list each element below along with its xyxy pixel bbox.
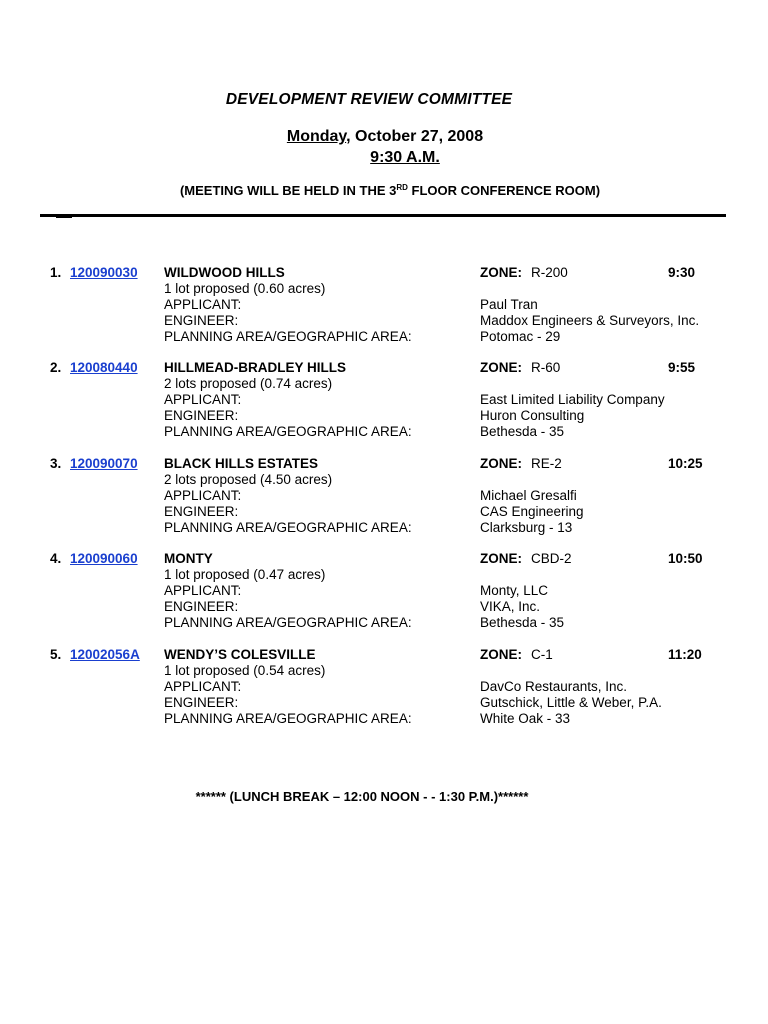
meeting-time: 9:30 A.M.: [370, 149, 440, 166]
engineer-value: Maddox Engineers & Surveyors, Inc.: [480, 313, 700, 328]
planning-area-value: White Oak - 33: [480, 711, 571, 726]
engineer-value: Gutschick, Little & Weber, P.A.: [480, 695, 662, 710]
case-number-link[interactable]: 120080440: [70, 360, 138, 375]
item-number: 3.: [50, 456, 62, 471]
case-number-link[interactable]: 120090070: [70, 456, 138, 471]
header-divider-tick: [56, 217, 72, 218]
engineer-label: ENGINEER:: [164, 313, 239, 328]
planning-area-value: Potomac - 29: [480, 329, 561, 344]
item-number: 4.: [50, 551, 62, 566]
review-time: 9:30: [668, 265, 696, 280]
applicant-label: APPLICANT:: [164, 297, 242, 312]
planning-area-label: PLANNING AREA/GEOGRAPHIC AREA:: [164, 615, 412, 630]
project-name: BLACK HILLS ESTATES: [164, 456, 318, 471]
meeting-note-superscript: RD: [396, 183, 408, 192]
engineer-label: ENGINEER:: [164, 504, 239, 519]
applicant-value: East Limited Liability Company: [480, 392, 665, 407]
engineer-label: ENGINEER:: [164, 408, 239, 423]
applicant-value: Michael Gresalfi: [480, 488, 577, 503]
project-name: MONTY: [164, 551, 213, 566]
planning-area-value: Bethesda - 35: [480, 615, 565, 630]
planning-area-label: PLANNING AREA/GEOGRAPHIC AREA:: [164, 711, 412, 726]
lots-proposed: 1 lot proposed (0.60 acres): [164, 281, 326, 296]
lunch-break-note: ****** (LUNCH BREAK – 12:00 NOON - - 1:30 P.M.)******: [195, 789, 529, 804]
meeting-date: [0, 128, 768, 146]
item-number: 2.: [50, 360, 62, 375]
applicant-value: DavCo Restaurants, Inc.: [480, 679, 628, 694]
planning-area-value: Bethesda - 35: [480, 424, 565, 439]
project-name: WILDWOOD HILLS: [164, 265, 285, 280]
engineer-value: CAS Engineering: [480, 504, 584, 519]
item-number: 5.: [50, 647, 62, 662]
page-title: DEVELOPMENT REVIEW COMMITTEE: [225, 91, 513, 108]
agenda-item: [0, 647, 768, 727]
planning-area-value: Clarksburg - 13: [480, 520, 573, 535]
zone-value: RE-2: [531, 456, 562, 471]
zone-value: C-1: [531, 647, 553, 662]
review-time: 10:50: [668, 551, 703, 566]
review-time: 9:55: [668, 360, 696, 375]
item-number: 1.: [50, 265, 62, 280]
engineer-label: ENGINEER:: [164, 695, 239, 710]
lots-proposed: 1 lot proposed (0.54 acres): [164, 663, 326, 678]
applicant-label: APPLICANT:: [164, 679, 242, 694]
project-name: WENDY’S COLESVILLE: [164, 647, 316, 662]
lots-proposed: 2 lots proposed (4.50 acres): [164, 472, 333, 487]
review-time: 11:20: [668, 647, 702, 662]
meeting-note-before: (MEETING WILL BE HELD IN THE 3: [179, 183, 397, 198]
zone-label: ZONE:: [480, 456, 522, 471]
engineer-value: VIKA, Inc.: [480, 599, 541, 614]
case-number-link[interactable]: 120090030: [70, 265, 138, 280]
zone-label: ZONE:: [480, 551, 522, 566]
agenda-item: [0, 265, 768, 345]
lots-proposed: 1 lot proposed (0.47 acres): [164, 567, 326, 582]
meeting-day: Monday: [286, 128, 347, 145]
zone-label: ZONE:: [480, 265, 522, 280]
zone-value: R-60: [531, 360, 561, 375]
agenda-item: [0, 360, 768, 440]
applicant-value: Monty, LLC: [480, 583, 549, 598]
applicant-label: APPLICANT:: [164, 392, 242, 407]
zone-value: R-200: [531, 265, 568, 280]
planning-area-label: PLANNING AREA/GEOGRAPHIC AREA:: [164, 424, 412, 439]
case-number-link[interactable]: 120090060: [70, 551, 138, 566]
meeting-note-after: FLOOR CONFERENCE ROOM): [407, 183, 601, 198]
zone-label: ZONE:: [480, 647, 522, 662]
agenda-item: [0, 551, 768, 631]
engineer-value: Huron Consulting: [480, 408, 585, 423]
project-name: HILLMEAD-BRADLEY HILLS: [164, 360, 346, 375]
meeting-location-note: [0, 183, 768, 198]
applicant-value: Paul Tran: [480, 297, 538, 312]
zone-label: ZONE:: [480, 360, 522, 375]
lots-proposed: 2 lots proposed (0.74 acres): [164, 376, 333, 391]
meeting-date-rest: , October 27, 2008: [346, 128, 484, 145]
applicant-label: APPLICANT:: [164, 583, 242, 598]
header-divider: [40, 214, 726, 217]
zone-value: CBD-2: [531, 551, 572, 566]
review-time: 10:25: [668, 456, 703, 471]
planning-area-label: PLANNING AREA/GEOGRAPHIC AREA:: [164, 520, 412, 535]
case-number-link[interactable]: 12002056A: [70, 647, 140, 662]
engineer-label: ENGINEER:: [164, 599, 239, 614]
applicant-label: APPLICANT:: [164, 488, 242, 503]
planning-area-label: PLANNING AREA/GEOGRAPHIC AREA:: [164, 329, 412, 344]
agenda-item: [0, 456, 768, 536]
